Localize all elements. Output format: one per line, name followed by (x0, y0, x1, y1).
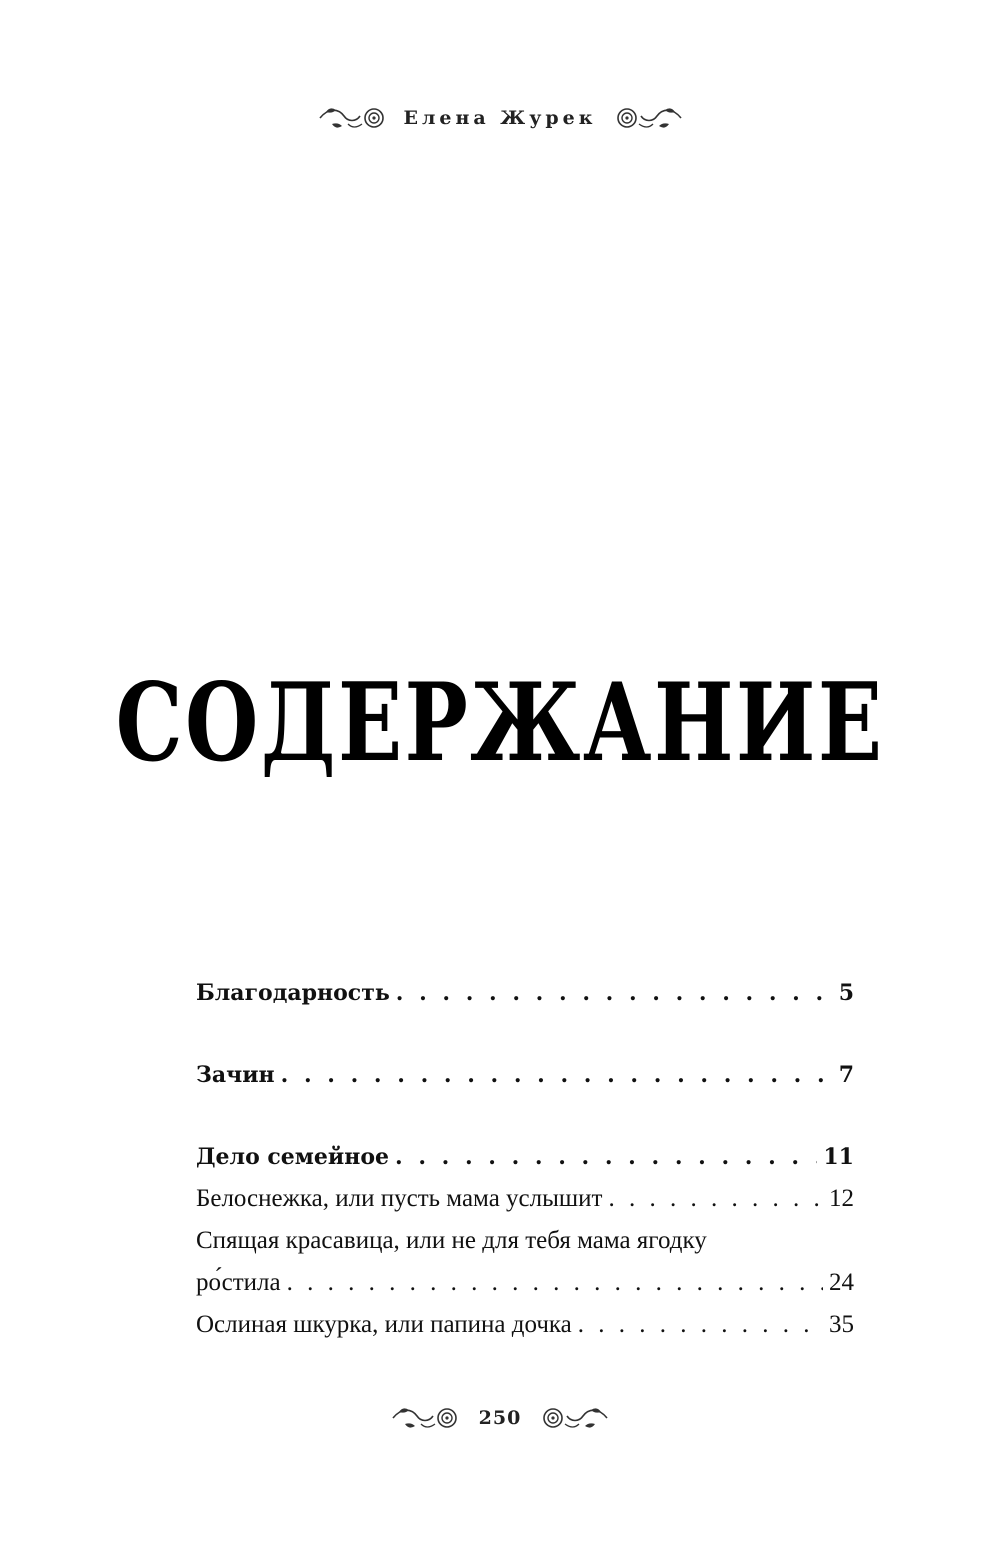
toc-entry-title: Благодарность (196, 980, 390, 1006)
leader-dots (608, 1178, 823, 1220)
folio (0, 1402, 1000, 1434)
toc-entry[interactable] (196, 1220, 854, 1262)
leader-dots (287, 1262, 823, 1304)
leader-dots (395, 1136, 817, 1178)
floral-scroll-ornament-icon (391, 1402, 463, 1434)
toc-entry-page: 7 (838, 1062, 854, 1088)
running-head (0, 102, 1000, 134)
toc-entry[interactable] (196, 972, 854, 1014)
toc-entry-title: Спящая красавица, или не для тебя мама ягодку (196, 1227, 707, 1254)
toc-entry-title-continued: ро́стила (196, 1269, 281, 1296)
leader-dots (578, 1304, 823, 1346)
page-title: СОДЕРЖАНИЕ (115, 660, 885, 786)
toc-entry-title: Дело семейное (196, 1144, 389, 1170)
floral-scroll-ornament-icon (537, 1402, 609, 1434)
table-of-contents (196, 972, 854, 1346)
toc-entry-title: Ослиная шкурка, или папина дочка (196, 1311, 572, 1338)
toc-entry[interactable] (196, 1178, 854, 1220)
floral-scroll-ornament-icon (611, 102, 683, 134)
toc-entry[interactable] (196, 1304, 854, 1346)
toc-entry-page: 11 (823, 1144, 854, 1170)
leader-dots (396, 972, 833, 1014)
floral-scroll-ornament-icon (318, 102, 390, 134)
toc-entry-title: Белоснежка, или пусть мама услышит (196, 1185, 603, 1212)
author-name: Елена Журек (403, 107, 597, 129)
leader-dots (281, 1054, 833, 1096)
toc-entry-page: 12 (829, 1185, 854, 1212)
toc-entry-title: Зачин (196, 1062, 275, 1088)
toc-entry[interactable] (196, 1136, 854, 1178)
toc-entry[interactable] (196, 1054, 854, 1096)
toc-entry[interactable] (196, 1262, 854, 1304)
toc-entry-page: 35 (829, 1311, 854, 1338)
toc-entry-page: 24 (829, 1269, 854, 1296)
toc-entry-page: 5 (838, 980, 854, 1006)
page-number: 250 (478, 1407, 522, 1429)
